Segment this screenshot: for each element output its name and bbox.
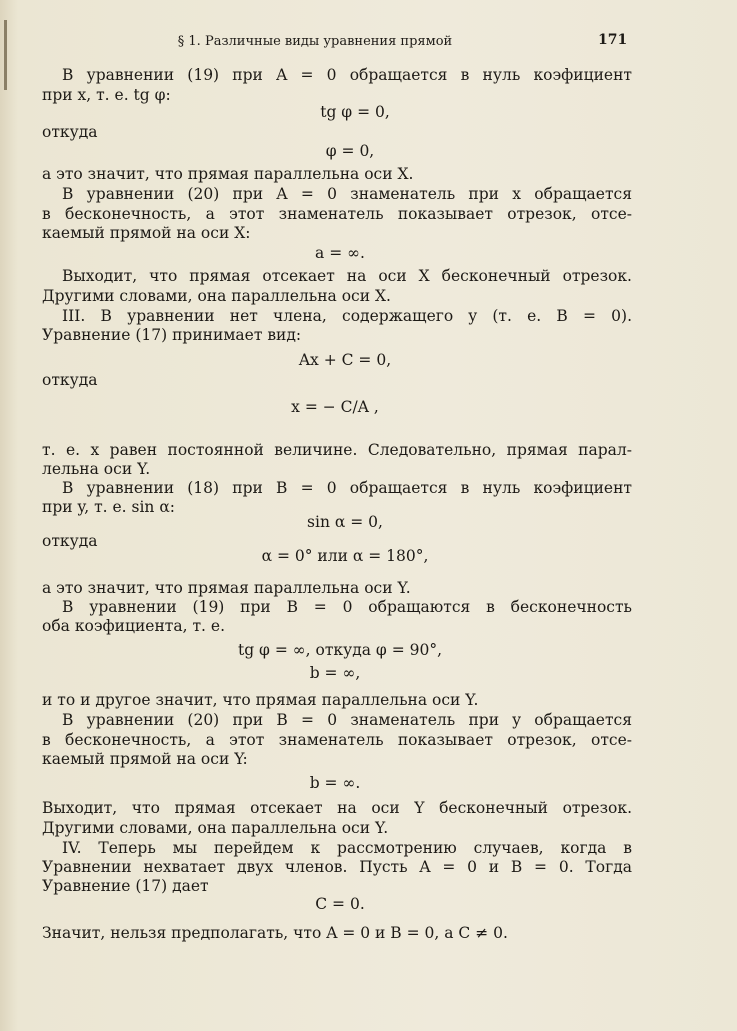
text-line: а это значит, что прямая параллельна оси Y. bbox=[42, 579, 411, 597]
formula: x = − C/A , bbox=[291, 398, 379, 416]
text-line: Уравнение (17) принимает вид: bbox=[42, 326, 302, 344]
formula: b = ∞, bbox=[309, 664, 361, 682]
formula: α = 0° или α = 180°, bbox=[261, 547, 429, 565]
formula: a = ∞. bbox=[315, 244, 365, 262]
text-line: лельна оси Y. bbox=[42, 460, 151, 478]
formula: tg φ = 0, bbox=[320, 103, 390, 121]
formula: C = 0. bbox=[315, 895, 365, 913]
text-line: В уравнении (20) при A = 0 знаменатель при x обращается bbox=[62, 185, 632, 203]
text-line: оба коэфициента, т. е. bbox=[42, 617, 225, 635]
text-line: В уравнении (20) при B = 0 знаменатель при y обращается bbox=[62, 711, 632, 729]
text-line: Другими словами, она параллельна оси X. bbox=[42, 287, 391, 305]
text-line: откуда bbox=[42, 123, 98, 141]
text-line: IV. Теперь мы перейдем к рассмотрению случаев, когда в bbox=[62, 839, 632, 857]
text-line: В уравнении (19) при A = 0 обращается в нуль коэфициент bbox=[62, 66, 632, 84]
text-line: В уравнении (18) при B = 0 обращается в нуль коэфициент bbox=[62, 479, 632, 497]
text-line: т. е. x равен постоянной величине. Следовательно, прямая парал- bbox=[42, 441, 632, 459]
formula: φ = 0, bbox=[325, 142, 375, 160]
formula: tg φ = ∞, откуда φ = 90°, bbox=[237, 641, 443, 659]
text-line: откуда bbox=[42, 371, 98, 389]
text-line: откуда bbox=[42, 532, 98, 550]
text-line: в бесконечность, а этот знаменатель показывает отрезок, отсе- bbox=[42, 731, 632, 749]
text-line: В уравнении (19) при B = 0 обращаются в бесконечность bbox=[62, 598, 632, 616]
text-line: каемый прямой на оси X: bbox=[42, 224, 251, 242]
formula: sin α = 0, bbox=[307, 513, 383, 531]
text-line: Выходит, что прямая отсекает на оси X бесконечный отрезок. bbox=[62, 267, 632, 285]
text-line: Другими словами, она параллельна оси Y. bbox=[42, 819, 389, 837]
text-line: Уравнение (17) дает bbox=[42, 877, 209, 895]
text-line: а это значит, что прямая параллельна оси X. bbox=[42, 165, 414, 183]
page-number: 171 bbox=[598, 32, 628, 48]
text-line: III. В уравнении нет члена, содержащего y (т. е. B = 0). bbox=[62, 307, 632, 325]
formula: b = ∞. bbox=[309, 774, 361, 792]
text-line: Значит, нельзя предполагать, что A = 0 и B = 0, а C ≠ 0. bbox=[42, 924, 508, 942]
formula: Ax + C = 0, bbox=[298, 351, 392, 369]
running-title: § 1. Различные виды уравнения прямой bbox=[177, 34, 453, 49]
text-line: каемый прямой на оси Y: bbox=[42, 750, 248, 768]
text-line: при y, т. е. sin α: bbox=[42, 498, 176, 516]
text-line: Выходит, что прямая отсекает на оси Y бесконечный отрезок. bbox=[42, 799, 632, 817]
text-line: при x, т. е. tg φ: bbox=[42, 86, 171, 104]
text-line: и то и другое значит, что прямая параллельна оси Y. bbox=[42, 691, 479, 709]
text-line: в бесконечность, а этот знаменатель показывает отрезок, отсе- bbox=[42, 205, 632, 223]
text-line: Уравнении нехватает двух членов. Пусть A = 0 и B = 0. Тогда bbox=[42, 858, 632, 876]
page-edge-mark bbox=[4, 20, 7, 90]
